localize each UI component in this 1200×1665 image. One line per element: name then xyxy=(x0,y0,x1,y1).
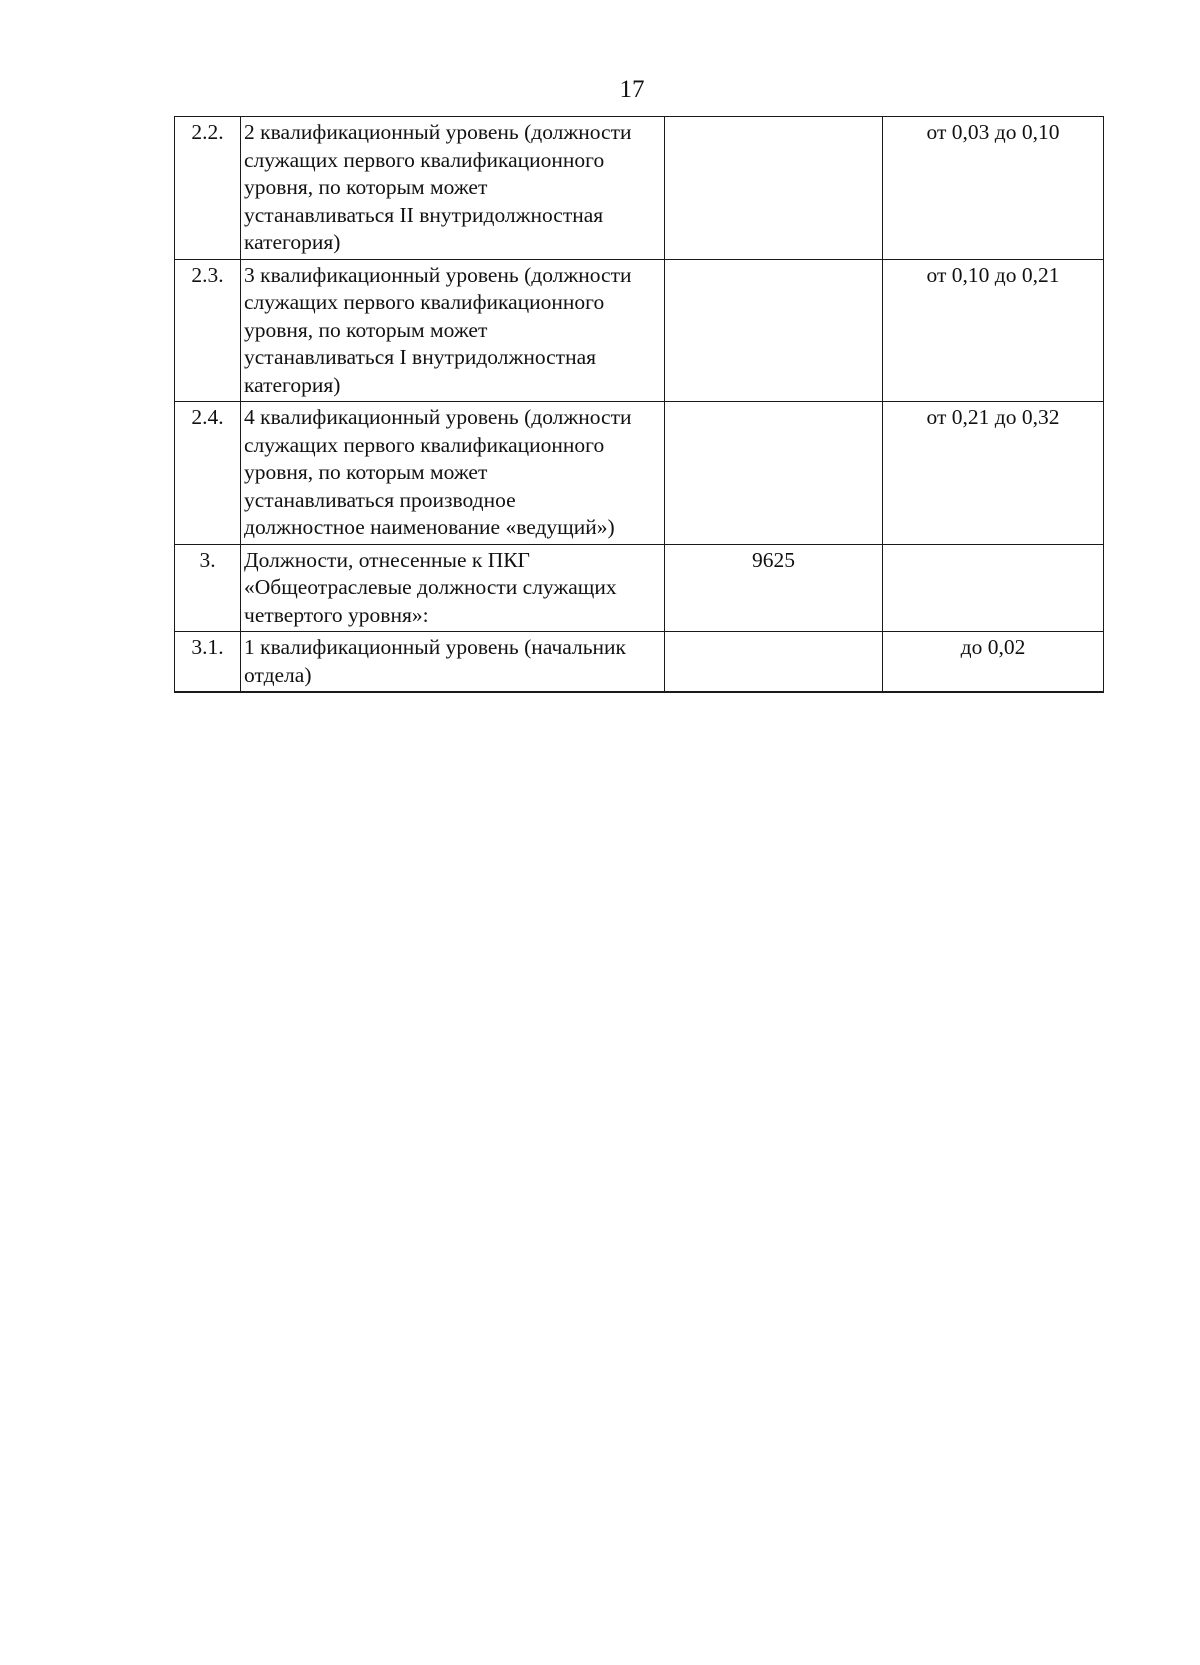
description-line: 3 квалификационный уровень (должности xyxy=(244,262,632,287)
description-line: служащих первого квалификационного xyxy=(244,432,605,457)
position-description xyxy=(241,117,665,260)
table-row xyxy=(175,117,1104,260)
salary-code xyxy=(665,632,883,693)
salary-code xyxy=(665,117,883,260)
description-line: Должности, отнесенные к ПКГ xyxy=(244,547,530,572)
description-line: 1 квалификационный уровень (начальник xyxy=(244,635,626,659)
description-line: устанавливаться II внутридолжностная xyxy=(244,202,604,227)
description-line: категория) xyxy=(244,372,341,397)
description-line: отдела) xyxy=(244,662,312,687)
description-line: четвертого уровня»: xyxy=(244,602,429,627)
position-description xyxy=(241,544,665,632)
description-line: устанавливаться производное xyxy=(244,487,516,512)
description-line: 4 квалификационный уровень (должности xyxy=(244,405,632,429)
coefficient: от 0,03 до 0,10 xyxy=(883,117,1104,260)
description-line: служащих первого квалификационного xyxy=(244,290,605,314)
salary-code xyxy=(665,402,883,545)
description-line: должностное наименование «ведущий») xyxy=(244,515,615,539)
description-line: уровня, по которым может xyxy=(244,317,488,342)
coefficient: до 0,02 xyxy=(883,632,1104,693)
coefficient: от 0,10 до 0,21 xyxy=(883,259,1104,402)
position-description xyxy=(241,402,665,545)
description-line: устанавливаться I внутридолжностная xyxy=(244,345,597,369)
description-line: категория) xyxy=(244,230,341,254)
salary-code: 9625 xyxy=(665,544,883,632)
description-line: уровня, по которым может xyxy=(244,460,488,484)
description-line: служащих первого квалификационного xyxy=(244,147,605,172)
coefficient xyxy=(883,544,1104,632)
table-row xyxy=(175,259,1104,402)
table-row xyxy=(175,544,1104,632)
qualification-table xyxy=(174,116,1104,693)
row-number: 3.1. xyxy=(175,632,241,693)
coefficient: от 0,21 до 0,32 xyxy=(883,402,1104,545)
description-line: 2 квалификационный уровень (должности xyxy=(244,120,632,144)
description-line: «Общеотраслевые должности служащих xyxy=(244,575,617,599)
position-description xyxy=(241,259,665,402)
table-row xyxy=(175,632,1104,693)
row-number: 2.4. xyxy=(175,402,241,545)
row-number: 2.3. xyxy=(175,259,241,402)
position-description xyxy=(241,632,665,693)
description-line: уровня, по которым может xyxy=(244,175,488,199)
row-number: 2.2. xyxy=(175,117,241,260)
salary-code xyxy=(665,259,883,402)
table-row xyxy=(175,402,1104,545)
page-number: 17 xyxy=(619,76,645,103)
row-number: 3. xyxy=(175,544,241,632)
